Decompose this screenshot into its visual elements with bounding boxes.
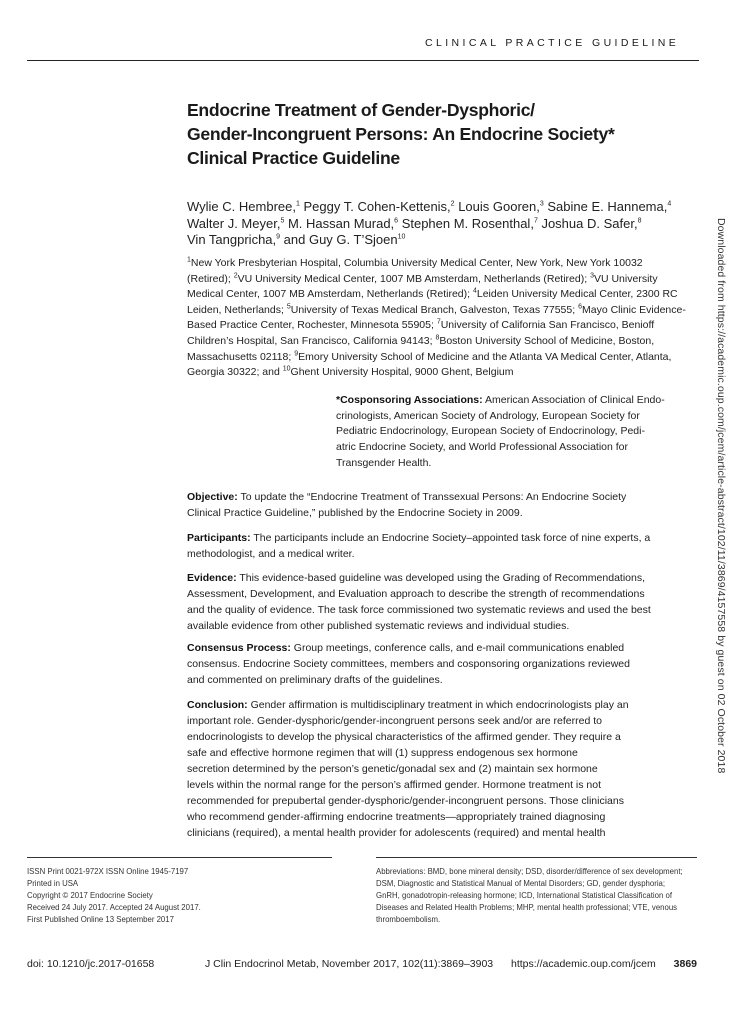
abstract-line: Clinical Practice Guideline,” published by the Endocrine Society in 2009. bbox=[187, 507, 523, 519]
abstract-heading: Conclusion: bbox=[187, 699, 248, 711]
affiliation-marker: 2 bbox=[233, 272, 238, 280]
abstract-line bbox=[187, 697, 697, 713]
article-title bbox=[187, 98, 687, 170]
author-name: Peggy T. Cohen-Kettenis, bbox=[299, 199, 451, 214]
affiliation-marker: 4 bbox=[472, 287, 477, 295]
affiliation-marker: 4 bbox=[667, 200, 672, 208]
abstract-text: Group meetings, conference calls, and e-mail communications enabled bbox=[290, 642, 625, 654]
title-line: Endocrine Treatment of Gender-Dysphoric/ bbox=[187, 100, 535, 120]
abstract-line: available evidence from other published systematic reviews and individual studies. bbox=[187, 620, 570, 632]
affiliation-text: Based Practice Center, Rochester, Minnesota 55905; bbox=[187, 319, 437, 332]
abstract-line: clinicians (required), a mental health provider for adolescents (required) and mental health bbox=[187, 827, 606, 839]
abstract-line: secretion determined by the person’s genetic/gonadal sex and (2) maintain sex hormone bbox=[187, 763, 598, 775]
journal-citation: J Clin Endocrinol Metab, November 2017, 102(11):3869–3903 bbox=[205, 958, 494, 970]
abstract-line: safe and effective hormone regimen that will (1) suppress endogenous sex hormone bbox=[187, 747, 578, 759]
affiliation-marker: 7 bbox=[533, 217, 538, 225]
footnote-divider bbox=[376, 857, 697, 858]
affiliation-marker: 6 bbox=[394, 217, 399, 225]
journal-url-link[interactable]: https://academic.oup.com/jcem bbox=[511, 958, 656, 970]
affiliation-text: University of Texas Medical Branch, Galveston, Texas 77555; bbox=[290, 303, 579, 316]
abstract-line: consensus. Endocrine Society committees, members and cosponsoring organizations reviewed bbox=[187, 658, 630, 670]
abstract-heading: Participants: bbox=[187, 532, 251, 544]
abbreviations-line: thromboembolism. bbox=[376, 915, 441, 924]
affiliation-line bbox=[187, 287, 697, 303]
abbreviations-line: Abbreviations: BMD, bone mineral density; DSD, disorder/difference of sex development; bbox=[376, 867, 683, 876]
publication-info-line: Received 24 July 2017. Accepted 24 August 2017. bbox=[27, 903, 201, 912]
cosponsor-line: atric Endocrine Society, and World Professional Association for bbox=[336, 441, 629, 454]
abstract-heading: Objective: bbox=[187, 491, 238, 503]
author-name: Walter J. Meyer, bbox=[187, 215, 281, 231]
abstract-line: and the quality of evidence. The task force commissioned two systematic reviews and used the best bbox=[187, 604, 651, 616]
abbreviations-note bbox=[376, 866, 698, 926]
affiliation-text: Medical Center, 1007 MB Amsterdam, Netherlands (Retired); bbox=[187, 288, 473, 301]
affiliation-marker: 6 bbox=[578, 303, 582, 311]
page-footer bbox=[27, 958, 697, 972]
page-number: 3869 bbox=[673, 958, 697, 970]
abbreviations-line: Diseases and Related Health Problems; MHP, mental health professional; VTE, venous bbox=[376, 903, 678, 912]
affiliation-text: Boston University School of Medicine, Boston, bbox=[439, 334, 655, 347]
cosponsor-text: American Association of Clinical Endo- bbox=[482, 394, 665, 406]
cosponsor-line: Transgender Health. bbox=[336, 456, 432, 469]
publication-info-line: ISSN Print 0021-972X ISSN Online 1945-7197 bbox=[27, 867, 189, 876]
publication-info bbox=[27, 866, 347, 926]
abstract-consensus bbox=[187, 640, 697, 688]
header-divider bbox=[27, 60, 699, 61]
affiliation-marker: 3 bbox=[590, 272, 594, 280]
publication-info-line: Printed in USA bbox=[27, 879, 79, 888]
abstract-text: Gender affirmation is multidisciplinary treatment in which endocrinologists play an bbox=[247, 699, 629, 711]
abstract-line: recommended for prepubertal gender-dysphoric/gender-incongruent persons. Those clinicians bbox=[187, 795, 624, 807]
cosponsor-label: *Cosponsoring Associations: bbox=[336, 394, 483, 406]
affiliation-marker: 1 bbox=[295, 200, 300, 208]
cosponsoring-associations bbox=[336, 393, 696, 472]
affiliation-line bbox=[187, 272, 697, 288]
abstract-line: who recommend gender-affirming endocrine treatments—appropriately trained diagnosing bbox=[187, 811, 606, 823]
affiliation-text: Leiden University Medical Center, 2300 RC bbox=[476, 288, 678, 301]
abstract-line bbox=[187, 489, 697, 505]
cosponsor-line bbox=[336, 393, 696, 409]
abstract-heading: Consensus Process: bbox=[187, 642, 291, 654]
cosponsor-line: crinologists, American Society of Andrology, European Society for bbox=[336, 409, 640, 422]
abstract-line: important role. Gender-dysphoric/gender-incongruent persons seek and/or are referred to bbox=[187, 715, 602, 727]
publication-info-line: Copyright © 2017 Endocrine Society bbox=[27, 891, 153, 900]
abstract-participants bbox=[187, 530, 697, 562]
author-name: M. Hassan Murad, bbox=[284, 215, 395, 231]
affiliation-line bbox=[187, 334, 697, 350]
affiliation-text: (Retired); bbox=[187, 272, 234, 285]
abstract-line: methodologist, and a medical writer. bbox=[187, 548, 355, 560]
affiliation-line bbox=[187, 318, 697, 334]
affiliation-marker: 5 bbox=[286, 303, 291, 311]
affiliation-line bbox=[187, 350, 697, 366]
affiliation-line bbox=[187, 303, 697, 319]
affiliation-marker: 8 bbox=[435, 334, 440, 342]
affiliation-text: Ghent University Hospital, 9000 Ghent, Belgium bbox=[290, 366, 514, 379]
abstract-line: levels within the normal range for the person’s affirmed gender. Hormone treatment is not bbox=[187, 779, 601, 791]
abbreviations-line: GnRH, gonadotropin-releasing hormone; ICD, International Statistical Classification of bbox=[376, 891, 672, 900]
affiliation-line bbox=[187, 365, 697, 381]
abstract-text: The participants include an Endocrine Society–appointed task force of nine experts, a bbox=[250, 532, 651, 544]
cosponsor-line: Pediatric Endocrinology, European Society of Endocrinology, Pedi- bbox=[336, 425, 645, 438]
affiliation-text: Georgia 30322; and bbox=[187, 366, 283, 379]
affiliation-text: Massachusetts 02118; bbox=[187, 350, 295, 363]
affiliations bbox=[187, 256, 697, 381]
publication-info-line: First Published Online 13 September 2017 bbox=[27, 915, 174, 924]
affiliation-text: Children’s Hospital, San Francisco, California 94143; bbox=[187, 334, 436, 347]
abstract-line bbox=[187, 640, 697, 656]
author-name: Wylie C. Hembree, bbox=[187, 199, 296, 214]
abstract-conclusion bbox=[187, 697, 697, 841]
abstract-line: endocrinologists to develop the physical characteristics of the affirmed gender. They require a bbox=[187, 731, 621, 743]
affiliation-marker: 2 bbox=[450, 200, 455, 208]
title-line: Gender-Incongruent Persons: An Endocrine Society* bbox=[187, 124, 615, 144]
affiliation-text: Leiden, Netherlands; bbox=[187, 303, 287, 316]
author-list bbox=[187, 199, 697, 249]
affiliation-text: Mayo Clinic Evidence- bbox=[581, 303, 686, 316]
affiliation-marker: 1 bbox=[187, 256, 191, 264]
author-name: Vin Tangpricha, bbox=[187, 232, 277, 247]
abstract-line bbox=[187, 570, 697, 586]
title-line: Clinical Practice Guideline bbox=[187, 148, 400, 168]
affiliation-marker: 7 bbox=[436, 318, 441, 326]
abstract-line bbox=[187, 530, 697, 546]
author-name: and Guy G. T’Sjoen bbox=[280, 232, 398, 247]
affiliation-marker: 3 bbox=[539, 200, 544, 208]
section-label: CLINICAL PRACTICE GUIDELINE bbox=[425, 37, 680, 49]
affiliation-text: Emory University School of Medicine and the Atlanta VA Medical Center, Atlanta, bbox=[298, 350, 672, 363]
author-line bbox=[187, 199, 697, 216]
footnote-divider bbox=[27, 857, 332, 858]
affiliation-text: University of California San Francisco, Benioff bbox=[440, 319, 655, 332]
author-name: Louis Gooren, bbox=[454, 199, 540, 214]
affiliation-marker: 10 bbox=[282, 365, 291, 373]
affiliation-marker: 9 bbox=[294, 350, 299, 358]
abstract-line: and commented on preliminary drafts of the guidelines. bbox=[187, 674, 443, 686]
affiliation-line bbox=[187, 256, 697, 272]
affiliation-marker: 5 bbox=[280, 217, 285, 225]
abstract-text: To update the “Endocrine Treatment of Transsexual Persons: An Endocrine Society bbox=[237, 491, 627, 503]
author-line bbox=[187, 216, 697, 233]
abstract-text: This evidence-based guideline was developed using the Grading of Recommendations, bbox=[236, 572, 646, 584]
abstract-objective bbox=[187, 489, 697, 521]
abstract-line: Assessment, Development, and Evaluation approach to describe the strength of recommendations bbox=[187, 588, 645, 600]
affiliation-marker: 8 bbox=[637, 217, 642, 225]
affiliation-text: New York Presbyterian Hospital, Columbia University Medical Center, New York, New York 10032 bbox=[190, 257, 643, 269]
download-watermark: Downloaded from https://academic.oup.com/jcem/article-abstract/102/11/3869/4157558 by guest on 02 October 2018 bbox=[715, 218, 727, 774]
affiliation-text: VU University Medical Center, 1007 MB Amsterdam, Netherlands (Retired); bbox=[237, 272, 591, 285]
affiliation-text: VU University bbox=[593, 272, 658, 285]
author-name: Sabine E. Hannema, bbox=[543, 199, 668, 214]
abstract-heading: Evidence: bbox=[187, 572, 237, 584]
abbreviations-line: DSM, Diagnostic and Statistical Manual of Mental Disorders; GD, gender dysphoria; bbox=[376, 879, 666, 888]
affiliation-marker: 9 bbox=[276, 233, 281, 241]
author-name: Stephen M. Rosenthal, bbox=[398, 215, 534, 231]
author-line bbox=[187, 232, 697, 249]
doi-text: doi: 10.1210/jc.2017-01658 bbox=[27, 958, 155, 970]
author-name: Joshua D. Safer, bbox=[537, 215, 638, 231]
abstract-evidence bbox=[187, 570, 697, 634]
affiliation-marker: 10 bbox=[397, 233, 406, 241]
